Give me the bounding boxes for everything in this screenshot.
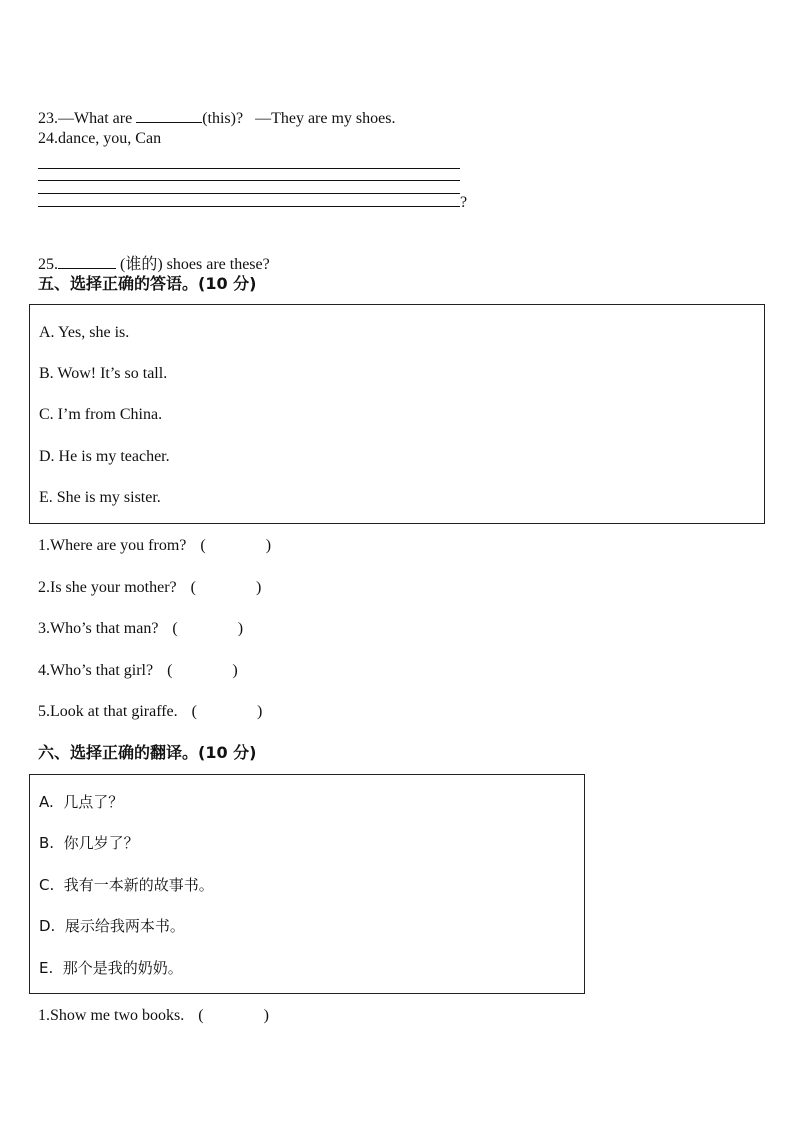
question-text: (谁的) shoes are these? [116, 256, 270, 273]
question-text: 1.Where are you from? [38, 537, 187, 554]
section-6-options-box [29, 774, 585, 994]
question-text: 1.Show me two books. [38, 1007, 185, 1024]
section-6-question-1 [38, 1006, 269, 1026]
option-c: C. I’m from China. [39, 406, 163, 423]
section-6-title: 六、选择正确的翻译。(10 分) [38, 743, 257, 762]
answer-blank[interactable] [136, 107, 202, 123]
option-d: D. He is my teacher. [39, 448, 170, 465]
reply-text: They are my shoes. [271, 110, 396, 127]
writing-line[interactable] [38, 193, 460, 194]
writing-line[interactable] [38, 206, 460, 207]
question-text: 3.Who’s that man? [38, 620, 159, 637]
option-e: E. She is my sister. [39, 489, 161, 506]
answer-paren-close: ) [265, 537, 272, 554]
answer-paren-open: ( [191, 703, 197, 720]
writing-line[interactable] [38, 168, 460, 169]
section-5-question-5 [38, 702, 262, 722]
answer-paren-open: ( [200, 537, 206, 554]
question-25 [38, 233, 270, 275]
section-5-question-4 [38, 661, 238, 681]
hint-text: (this)? [202, 110, 244, 127]
option-b: B. Wow! It’s so tall. [39, 365, 168, 382]
answer-paren-open: ( [198, 1007, 204, 1024]
question-number: 23. [38, 110, 58, 127]
question-text: 5.Look at that giraffe. [38, 703, 178, 720]
answer-paren-close: ) [255, 579, 262, 596]
answer-blank[interactable] [58, 253, 116, 269]
dash: — [58, 110, 74, 127]
writing-line[interactable] [38, 180, 460, 181]
section-5-question-2 [38, 578, 261, 598]
option-b: B. 你几岁了？ [39, 834, 139, 852]
answer-paren-close: ) [256, 703, 263, 720]
question-24: 24.dance, you, Can [38, 130, 162, 147]
answer-paren-open: ( [172, 620, 178, 637]
dash: — [255, 110, 272, 127]
option-d: D. 展示给我两本书。 [39, 917, 185, 935]
option-a: A. Yes, she is. [39, 324, 130, 341]
answer-paren-close: ) [237, 620, 244, 637]
answer-paren-close: ) [263, 1007, 269, 1024]
question-23 [38, 87, 395, 129]
question-text: 2.Is she your mother? [38, 579, 177, 596]
section-5-question-3 [38, 619, 243, 639]
section-5-title: 五、选择正确的答语。(10 分) [38, 274, 257, 293]
question-text: 4.Who’s that girl? [38, 662, 154, 679]
option-a: A. 几点了？ [39, 793, 124, 811]
section-5-question-1 [38, 536, 271, 556]
question-mark: ? [460, 194, 468, 211]
option-e: E. 那个是我的奶奶。 [39, 959, 183, 977]
question-text: What are [74, 110, 137, 127]
answer-paren-open: ( [167, 662, 173, 679]
answer-paren-close: ) [232, 662, 238, 679]
option-c: C. 我有一本新的故事书。 [39, 876, 214, 894]
question-number: 25. [38, 256, 58, 273]
answer-paren-open: ( [190, 579, 196, 596]
section-5-options-box [29, 304, 765, 524]
